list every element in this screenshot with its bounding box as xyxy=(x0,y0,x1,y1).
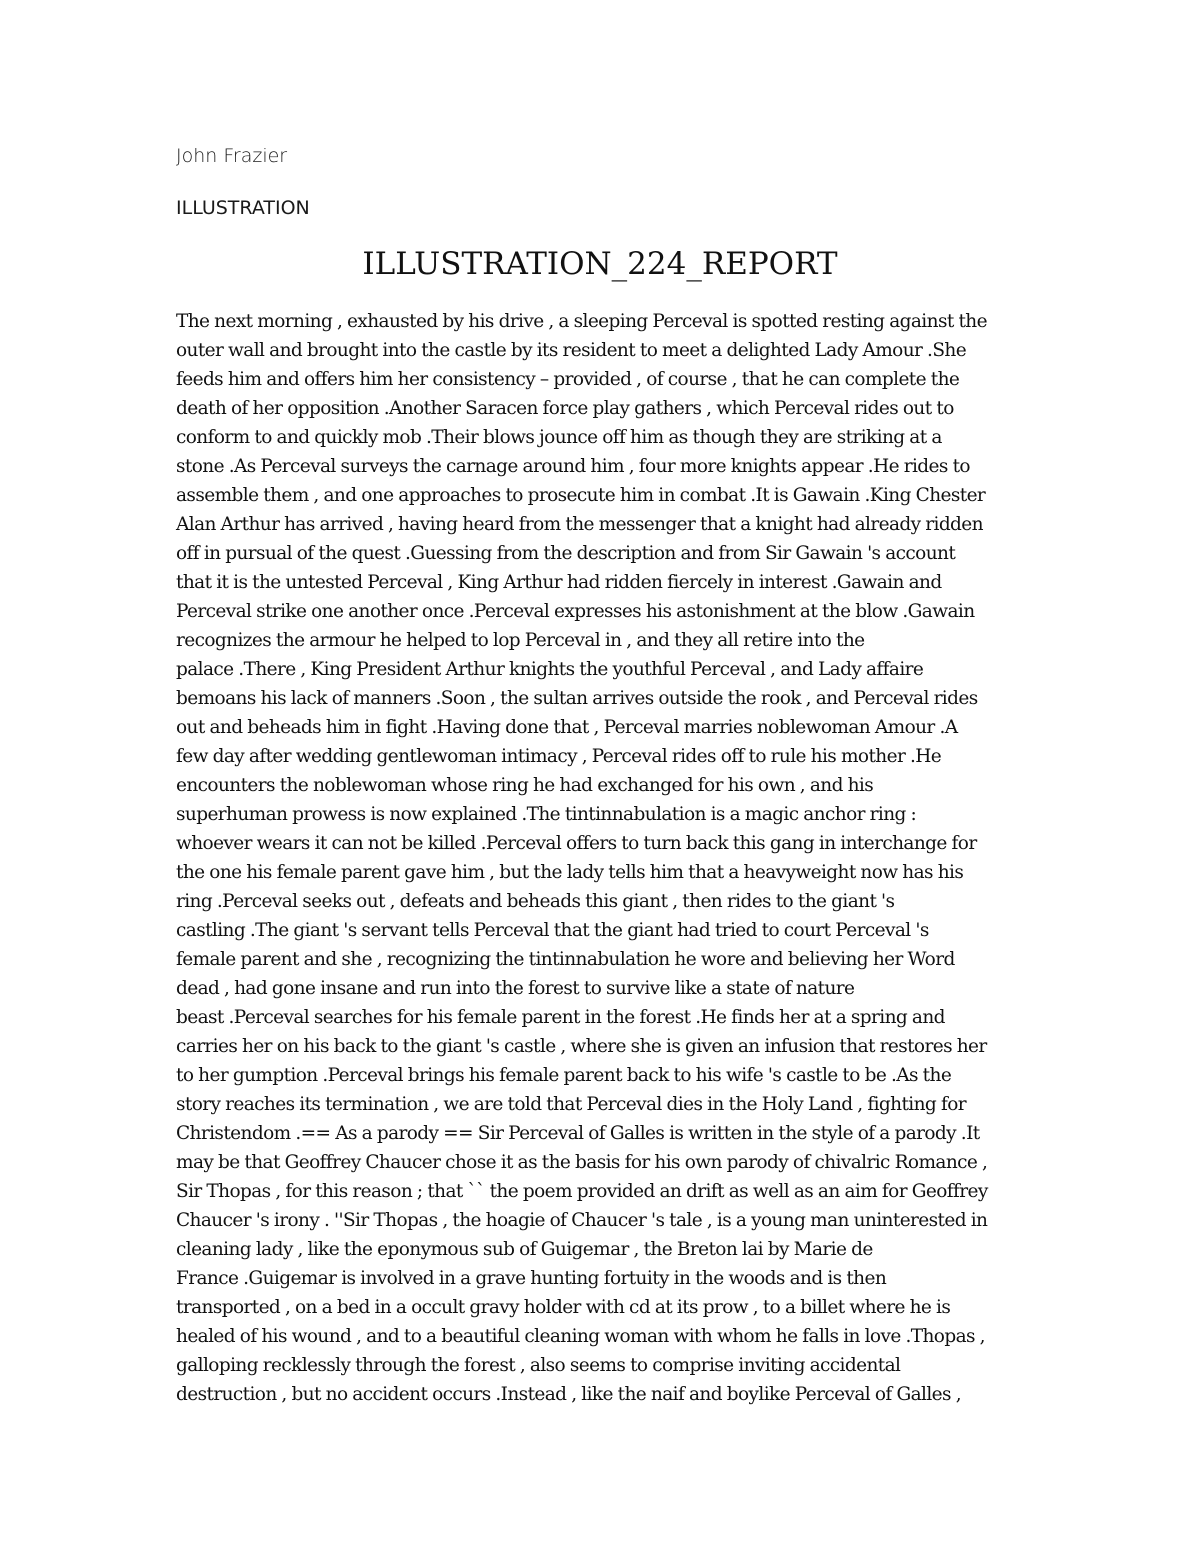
body-line: story reaches its termination , we are told that Perceval dies in the Holy Land , fighting for xyxy=(176,1094,966,1115)
body-line: bemoans his lack of manners .Soon , the sultan arrives outside the rook , and Perceval rides xyxy=(176,688,978,709)
body-line: may be that Geoffrey Chaucer chose it as the basis for his own parody of chivalric Romance , xyxy=(176,1152,988,1173)
body-line: cleaning lady , like the eponymous sub of Guigemar , the Breton lai by Marie de xyxy=(176,1239,873,1260)
body-line: Alan Arthur has arrived , having heard from the messenger that a knight had already ridden xyxy=(176,514,983,535)
body-line: carries her on his back to the giant 's castle , where she is given an infusion that restores her xyxy=(176,1036,987,1057)
body-line: healed of his wound , and to a beautiful cleaning woman with whom he falls in love .Thopas , xyxy=(176,1326,985,1347)
body-line: palace .There , King President Arthur knights the youthful Perceval , and Lady affaire xyxy=(176,659,924,680)
body-line: ring .Perceval seeks out , defeats and beheads this giant , then rides to the giant 's xyxy=(176,891,895,912)
body-line: Sir Thopas , for this reason ; that `` the poem provided an drift as well as an aim for Geoffrey xyxy=(176,1181,988,1202)
body-line: female parent and she , recognizing the tintinnabulation he wore and believing her Word xyxy=(176,949,955,970)
author-name: John Frazier xyxy=(176,145,288,167)
body-line: few day after wedding gentlewoman intimacy , Perceval rides off to rule his mother .He xyxy=(176,746,942,767)
body-line: dead , had gone insane and run into the forest to survive like a state of nature xyxy=(176,978,855,999)
body-line: that it is the untested Perceval , King Arthur had ridden fiercely in interest .Gawain and xyxy=(176,572,942,593)
body-line: assemble them , and one approaches to prosecute him in combat .It is Gawain .King Chester xyxy=(176,485,986,506)
body-line: France .Guigemar is involved in a grave hunting fortuity in the woods and is then xyxy=(176,1268,887,1289)
body-text xyxy=(176,307,1036,1409)
body-line: death of her opposition .Another Saracen force play gathers , which Perceval rides out to xyxy=(176,398,954,419)
body-line: conform to and quickly mob .Their blows jounce off him as though they are striking at a xyxy=(176,427,942,448)
body-line: beast .Perceval searches for his female parent in the forest .He finds her at a spring and xyxy=(176,1007,945,1028)
body-line: the one his female parent gave him , but the lady tells him that a heavyweight now has his xyxy=(176,862,964,883)
body-line: encounters the noblewoman whose ring he had exchanged for his own , and his xyxy=(176,775,874,796)
body-line: Chaucer 's irony . ''Sir Thopas , the hoagie of Chaucer 's tale , is a young man uninterested in xyxy=(176,1210,988,1231)
body-line: Christendom .== As a parody == Sir Perceval of Galles is written in the style of a parody .It xyxy=(176,1123,980,1144)
body-line: off in pursual of the quest .Guessing from the description and from Sir Gawain 's account xyxy=(176,543,956,564)
body-line: out and beheads him in fight .Having done that , Perceval marries noblewoman Amour .A xyxy=(176,717,958,738)
body-line: destruction , but no accident occurs .Instead , like the naif and boylike Perceval of Galles , xyxy=(176,1384,961,1405)
subject-label: ILLUSTRATION xyxy=(176,197,310,219)
body-line: recognizes the armour he helped to lop Perceval in , and they all retire into the xyxy=(176,630,865,651)
body-line: galloping recklessly through the forest , also seems to comprise inviting accidental xyxy=(176,1355,901,1376)
body-line: Perceval strike one another once .Perceval expresses his astonishment at the blow .Gawain xyxy=(176,601,975,622)
body-line: superhuman prowess is now explained .The tintinnabulation is a magic anchor ring : xyxy=(176,804,917,825)
body-line: whoever wears it can not be killed .Perceval offers to turn back this gang in interchange for xyxy=(176,833,977,854)
body-line: The next morning , exhausted by his drive , a sleeping Perceval is spotted resting against the xyxy=(176,311,987,332)
body-line: transported , on a bed in a occult gravy holder with cd at its prow , to a billet where he is xyxy=(176,1297,951,1318)
body-line: outer wall and brought into the castle by its resident to meet a delighted Lady Amour .She xyxy=(176,340,967,361)
body-line: stone .As Perceval surveys the carnage around him , four more knights appear .He rides to xyxy=(176,456,970,477)
body-line: feeds him and offers him her consistency – provided , of course , that he can complete the xyxy=(176,369,960,390)
document-title: ILLUSTRATION_224_REPORT xyxy=(362,246,838,282)
body-line: to her gumption .Perceval brings his female parent back to his wife 's castle to be .As the xyxy=(176,1065,952,1086)
body-line: castling .The giant 's servant tells Perceval that the giant had tried to court Perceval 's xyxy=(176,920,929,941)
